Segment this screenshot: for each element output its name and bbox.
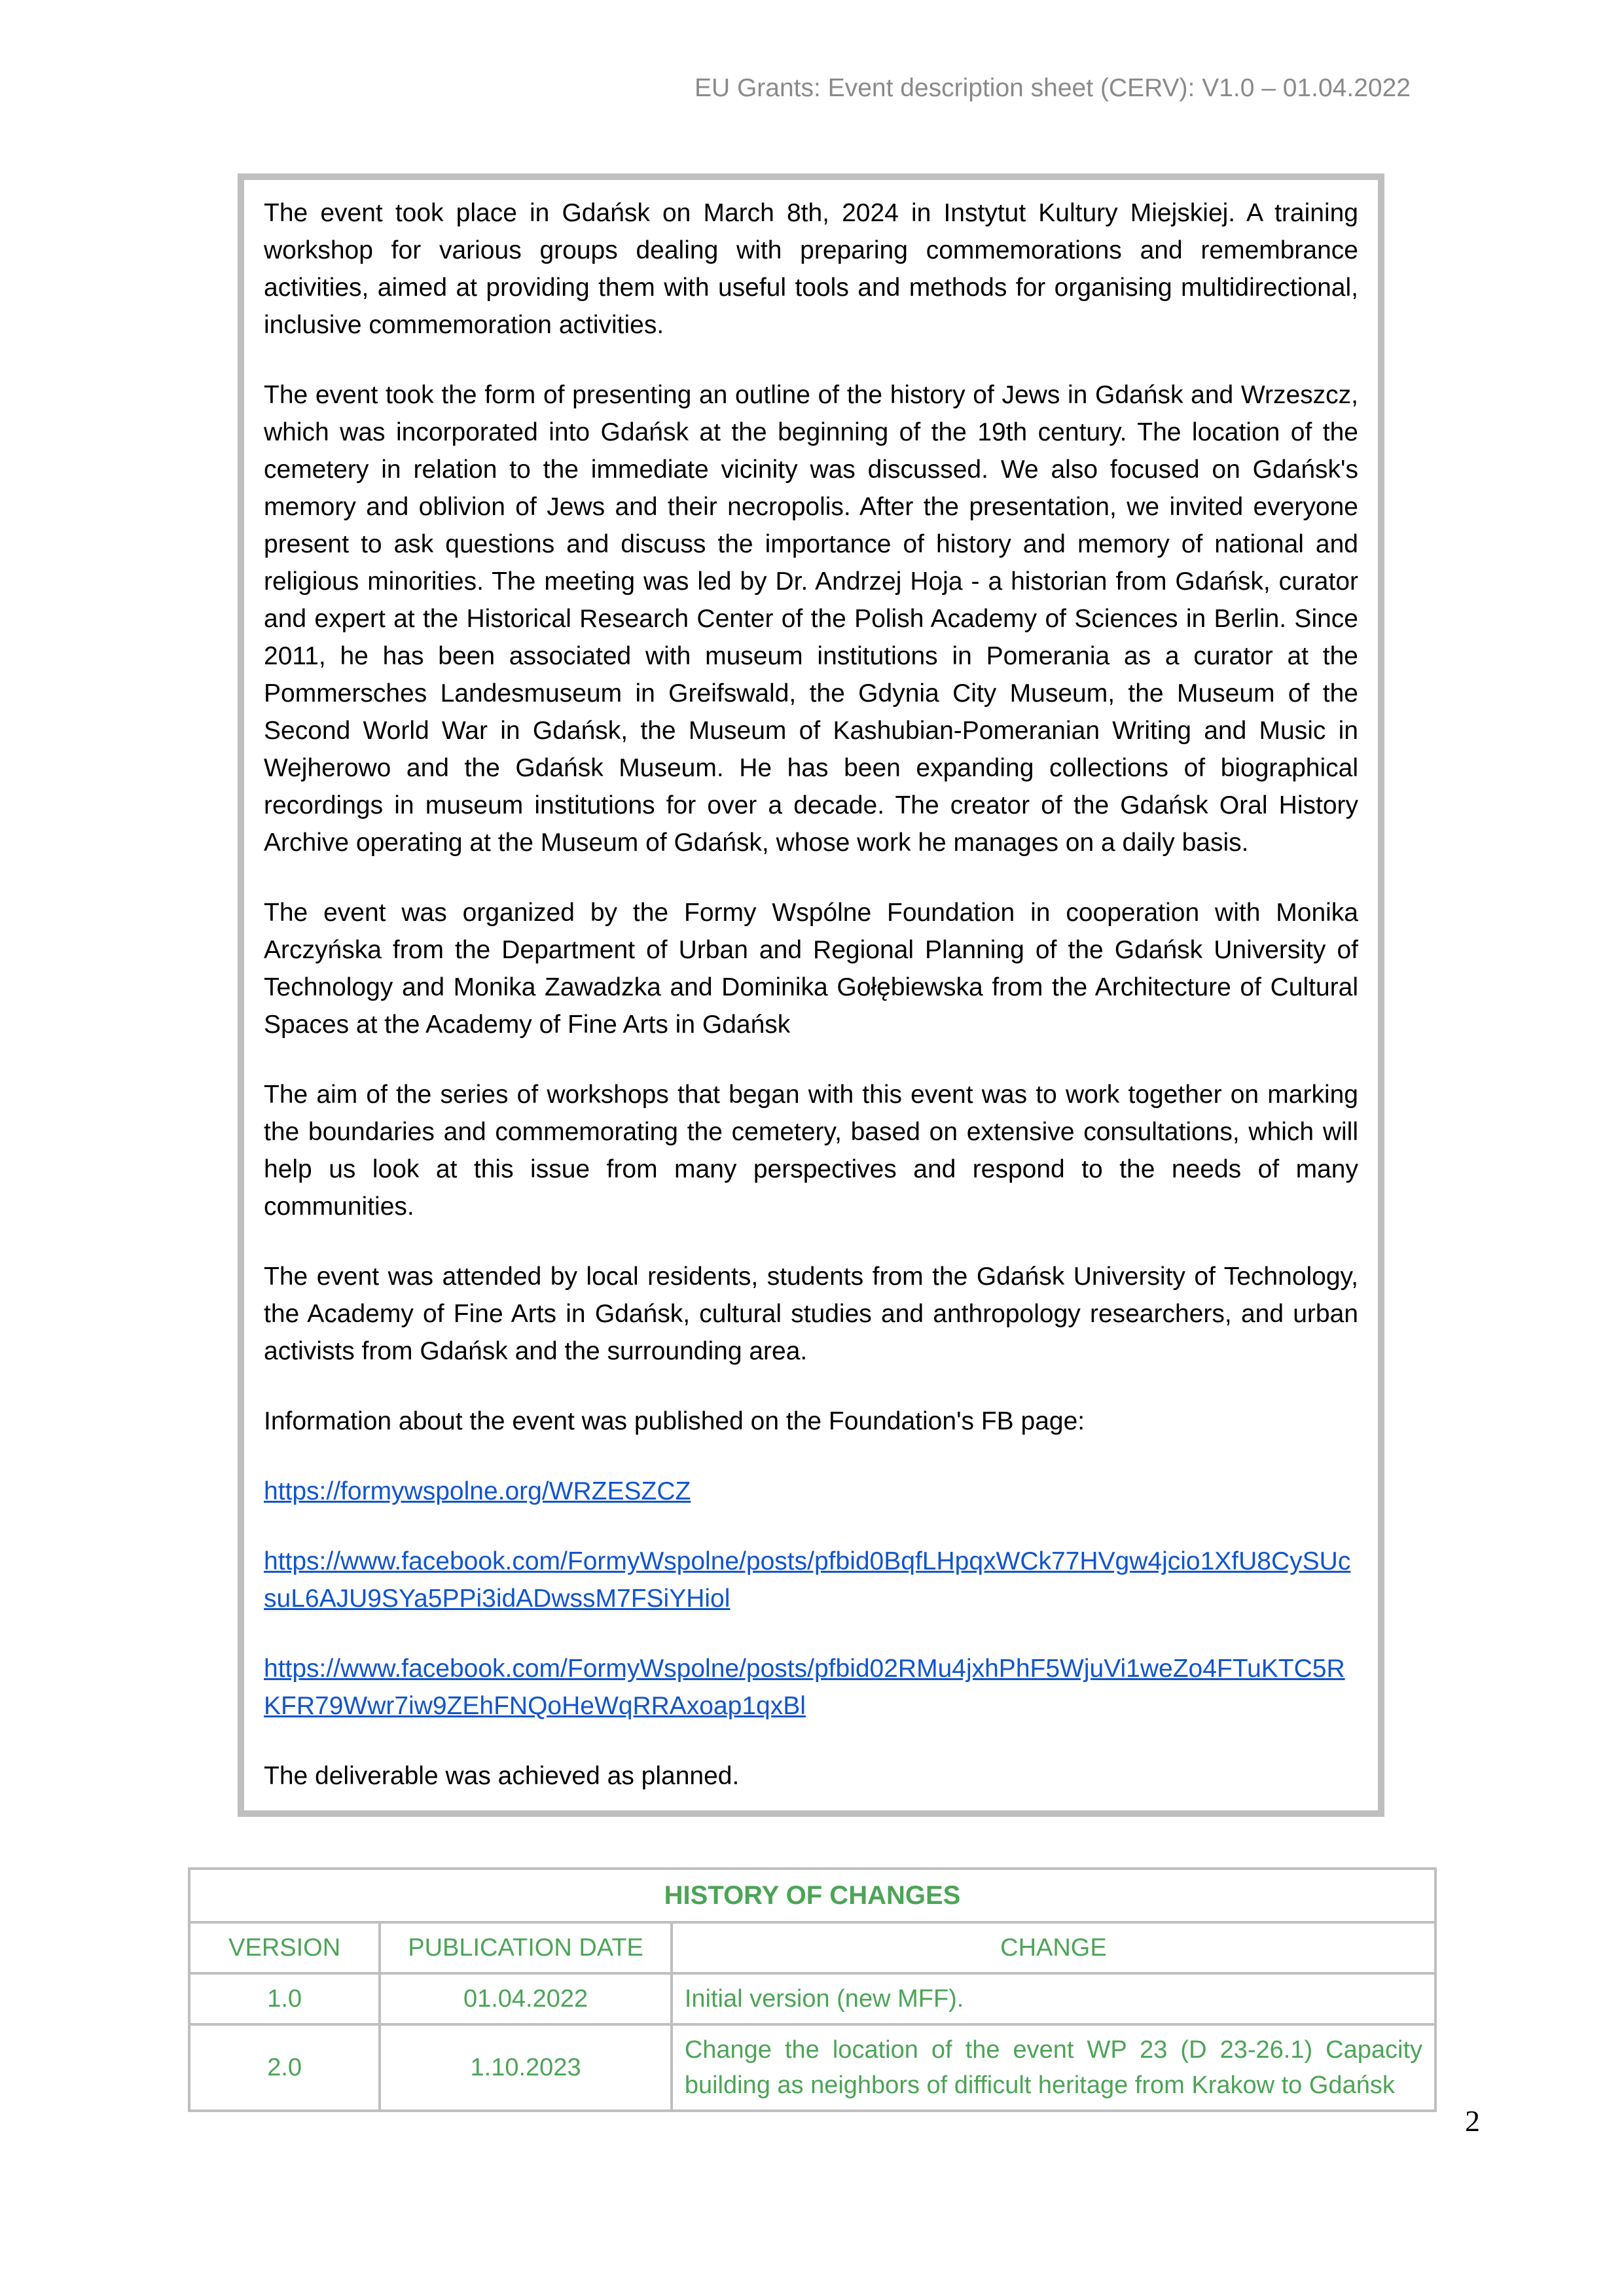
- paragraph-workshop-aim: The aim of the series of workshops that began with this event was to work together on marking the boundaries and commemorating the cemetery, based on extensive consultations, which will help us look at this issue from many perspectives and respond to the needs of many communities.: [264, 1081, 1358, 1221]
- link-facebook-post-2[interactable]: https://www.facebook.com/FormyWspolne/posts/pfbid02RMu4jxhPhF5WjuVi1weZo4FTuKTC5RKFR79Wwr7iw9ZEhFNQoHeWqRRAxoap1qxBl: [264, 1655, 1345, 1720]
- cell-version-1: 1.0: [189, 1973, 380, 2024]
- cell-version-2: 2.0: [189, 2024, 380, 2111]
- history-table-title: HISTORY OF CHANGES: [189, 1869, 1435, 1922]
- link-line: [264, 1650, 1358, 1725]
- table-row: [189, 1973, 1435, 2024]
- document-header: EU Grants: Event description sheet (CERV): V1.0 – 01.04.2022: [694, 74, 1411, 102]
- paragraph-attendees: The event was attended by local residents, students from the Gdańsk University of Technology, the Academy of Fine Arts in Gdańsk, cultural studies and anthropology researchers, and urban activists from Gdańsk and the surrounding area.: [264, 1263, 1358, 1365]
- link-line: [264, 1543, 1358, 1617]
- cell-change-2: Change the location of the event WP 23 (D 23-26.1) Capacity building as neighbors of difficult heritage from Krakow to Gdańsk: [672, 2024, 1435, 2111]
- history-header-row: [189, 1922, 1435, 1973]
- history-of-changes-table: [188, 1867, 1437, 2112]
- event-description-box: [238, 173, 1384, 1817]
- cell-date-1: 01.04.2022: [380, 1973, 672, 2024]
- column-header-version: VERSION: [189, 1922, 380, 1973]
- history-title-row: [189, 1869, 1435, 1922]
- cell-change-1: Initial version (new MFF).: [672, 1973, 1435, 2024]
- paragraph-event-form: The event took the form of presenting an outline of the history of Jews in Gdańsk and Wrzeszcz, which was incorporated into Gdańsk at the beginning of the 19th century. The location of the cemetery in relation to the immediate vicinity was discussed. We also focused on Gdańsk's memory and oblivion of Jews and their necropolis. After the presentation, we invited everyone present to ask questions and discuss the importance of history and memory of national and religious minorities. The meeting was led by Dr. Andrzej Hoja - a historian from Gdańsk, curator and expert at the Historical Research Center of the Polish Academy of Sciences in Berlin. Since 2011, he has been associated with museum institutions in Pomerania as a curator at the Pommersches Landesmuseum in Greifswald, the Gdynia City Museum, the Museum of the Second World War in Gdańsk, the Museum of Kashubian-Pomeranian Writing and Music in Wejherowo and the Gdańsk Museum. He has been expanding collections of biographical recordings in museum institutions for over a decade. The creator of the Gdańsk Oral History Archive operating at the Museum of Gdańsk, whose work he manages on a daily basis.: [264, 381, 1358, 857]
- paragraph-event-intro: The event took place in Gdańsk on March 8th, 2024 in Instytut Kultury Miejskiej. A training workshop for various groups dealing with preparing commemorations and remembrance activities, aimed at providing them with useful tools and methods for organising multidirectional, inclusive commemoration activities.: [264, 199, 1358, 339]
- paragraph-organizers: The event was organized by the Formy Wspólne Foundation in cooperation with Monika Arczyńska from the Department of Urban and Regional Planning of the Gdańsk University of Technology and Monika Zawadzka and Dominika Gołębiewska from the Architecture of Cultural Spaces at the Academy of Fine Arts in Gdańsk: [264, 899, 1358, 1039]
- link-line: [264, 1473, 1358, 1510]
- table-row: [189, 2024, 1435, 2111]
- paragraph-fb-info: Information about the event was published on the Foundation's FB page:: [264, 1407, 1085, 1435]
- cell-date-2: 1.10.2023: [380, 2024, 672, 2111]
- column-header-change: CHANGE: [672, 1922, 1435, 1973]
- page-number: 2: [1465, 2104, 1480, 2138]
- link-facebook-post-1[interactable]: https://www.facebook.com/FormyWspolne/posts/pfbid0BqfLHpqxWCk77HVgw4jcio1XfU8CySUcsuL6AJU9SYa5PPi3idADwssM7FSiYHiol: [264, 1547, 1351, 1613]
- column-header-publication-date: PUBLICATION DATE: [380, 1922, 672, 1973]
- paragraph-deliverable: The deliverable was achieved as planned.: [264, 1762, 740, 1790]
- link-formywspolne-wrzeszcz[interactable]: https://formywspolne.org/WRZESZCZ: [264, 1477, 691, 1505]
